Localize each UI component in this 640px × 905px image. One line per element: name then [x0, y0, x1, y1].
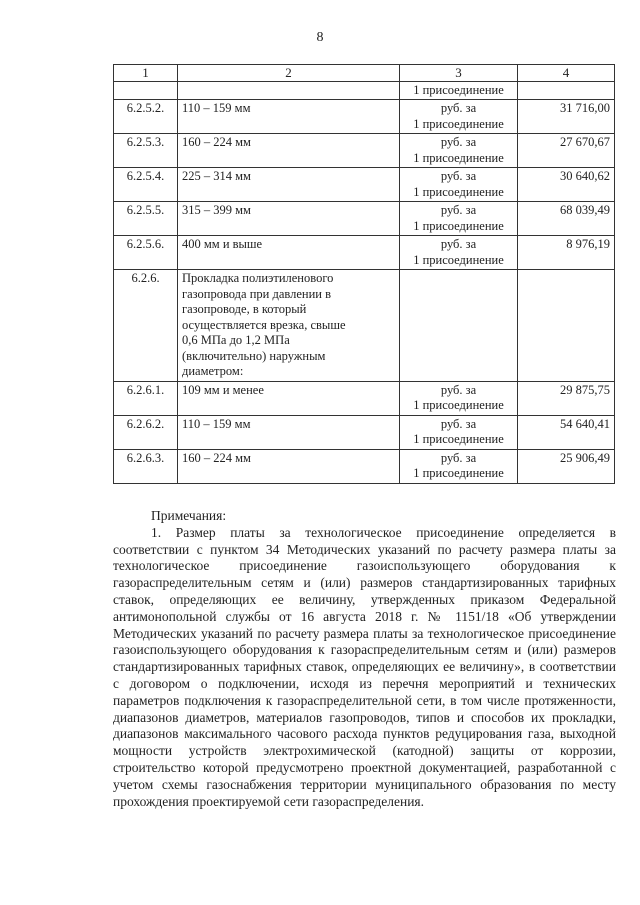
row-unit-cell: 1 присоединение — [400, 81, 518, 100]
table-row — [114, 168, 615, 202]
row-price-cell: 25 906,49 — [518, 449, 615, 483]
row-unit-cell: руб. за 1 присоединение — [400, 381, 518, 415]
table-header-row — [114, 65, 615, 82]
notes-paragraph: 1. Размер платы за технологическое присоединение определяется в соответствии с пунктом 34 Методических указаний по расчету размера платы за технологическое присоединение газоиспользующего оборудования к газораспределительным сетям и (или) размеров стандартизированных тарифных ставок, определяющих ее величину, утвержденных приказом Федеральной антимонопольной службы от 16 августа 2018 г. № 1151/18 «Об утверждении Методических указаний по расчету размера платы за технологическое присоединение газоиспользующего оборудования к газораспределительным сетям и (или) размеров стандартизированных тарифных ставок, определяющих ее величину», в соответствии с договором о подключении, исходя из перечня мероприятий и технических параметров подключения к газораспределительной сети, в том числе протяженности, диапазонов диаметров, материалов газопроводов, типов и способов их прокладки, диапазонов максимального часового расхода пунктов редуцирования газа, выходной мощности устройств электрохимической (катодной) защиты от коррозии, строительство которой предусмотрено проектной документацией, разработанной с учетом схемы газоснабжения территории муниципального образования по месту прохождения проектируемой сети газораспределения. — [113, 524, 616, 809]
row-price-cell: 68 039,49 — [518, 202, 615, 236]
row-code-cell: 6.2.5.6. — [114, 236, 178, 270]
header-cell-3: 3 — [400, 65, 518, 82]
row-price-cell: 30 640,62 — [518, 168, 615, 202]
page-number: 8 — [316, 30, 324, 45]
table-row — [114, 100, 615, 134]
notes-title: Примечания: — [151, 508, 227, 523]
row-description-cell: 110 – 159 мм — [178, 415, 400, 449]
row-code-cell: 6.2.5.5. — [114, 202, 178, 236]
row-code-cell: 6.2.6. — [114, 270, 178, 382]
row-description-cell: 315 – 399 мм — [178, 202, 400, 236]
table-row — [114, 270, 615, 382]
row-price-cell: 54 640,41 — [518, 415, 615, 449]
table-row — [114, 202, 615, 236]
row-code-cell: 6.2.6.2. — [114, 415, 178, 449]
tariff-table — [113, 64, 615, 484]
row-price-cell — [518, 270, 615, 382]
row-unit-cell: руб. за 1 присоединение — [400, 168, 518, 202]
table-row — [114, 236, 615, 270]
row-price-cell: 29 875,75 — [518, 381, 615, 415]
row-description-cell: 109 мм и менее — [178, 381, 400, 415]
row-description-cell — [178, 81, 400, 100]
row-code-cell — [114, 81, 178, 100]
row-description-cell: 160 – 224 мм — [178, 449, 400, 483]
row-price-cell: 8 976,19 — [518, 236, 615, 270]
row-code-cell: 6.2.6.3. — [114, 449, 178, 483]
table-row — [114, 134, 615, 168]
row-description-cell: 160 – 224 мм — [178, 134, 400, 168]
notes-section — [113, 508, 616, 810]
row-code-cell: 6.2.5.3. — [114, 134, 178, 168]
row-unit-cell: руб. за 1 присоединение — [400, 449, 518, 483]
row-code-cell: 6.2.6.1. — [114, 381, 178, 415]
table-row — [114, 415, 615, 449]
table-row — [114, 449, 615, 483]
row-unit-cell: руб. за 1 присоединение — [400, 134, 518, 168]
row-unit-cell: руб. за 1 присоединение — [400, 236, 518, 270]
row-unit-cell: руб. за 1 присоединение — [400, 202, 518, 236]
row-description-cell: Прокладка полиэтиленового газопровода при давлении в газопроводе, в который осуществляется врезка, свыше 0,6 МПа до 1,2 МПа (включительно) наружным диаметром: — [178, 270, 400, 382]
row-description-cell: 400 мм и выше — [178, 236, 400, 270]
row-description-cell: 225 – 314 мм — [178, 168, 400, 202]
row-code-cell: 6.2.5.2. — [114, 100, 178, 134]
row-price-cell: 27 670,67 — [518, 134, 615, 168]
table-row — [114, 81, 615, 100]
row-price-cell: 31 716,00 — [518, 100, 615, 134]
row-code-cell: 6.2.5.4. — [114, 168, 178, 202]
row-unit-cell: руб. за 1 присоединение — [400, 100, 518, 134]
row-unit-cell: руб. за 1 присоединение — [400, 415, 518, 449]
row-price-cell — [518, 81, 615, 100]
header-cell-1: 1 — [114, 65, 178, 82]
header-cell-4: 4 — [518, 65, 615, 82]
row-description-cell: 110 – 159 мм — [178, 100, 400, 134]
row-unit-cell — [400, 270, 518, 382]
header-cell-2: 2 — [178, 65, 400, 82]
table-row — [114, 381, 615, 415]
